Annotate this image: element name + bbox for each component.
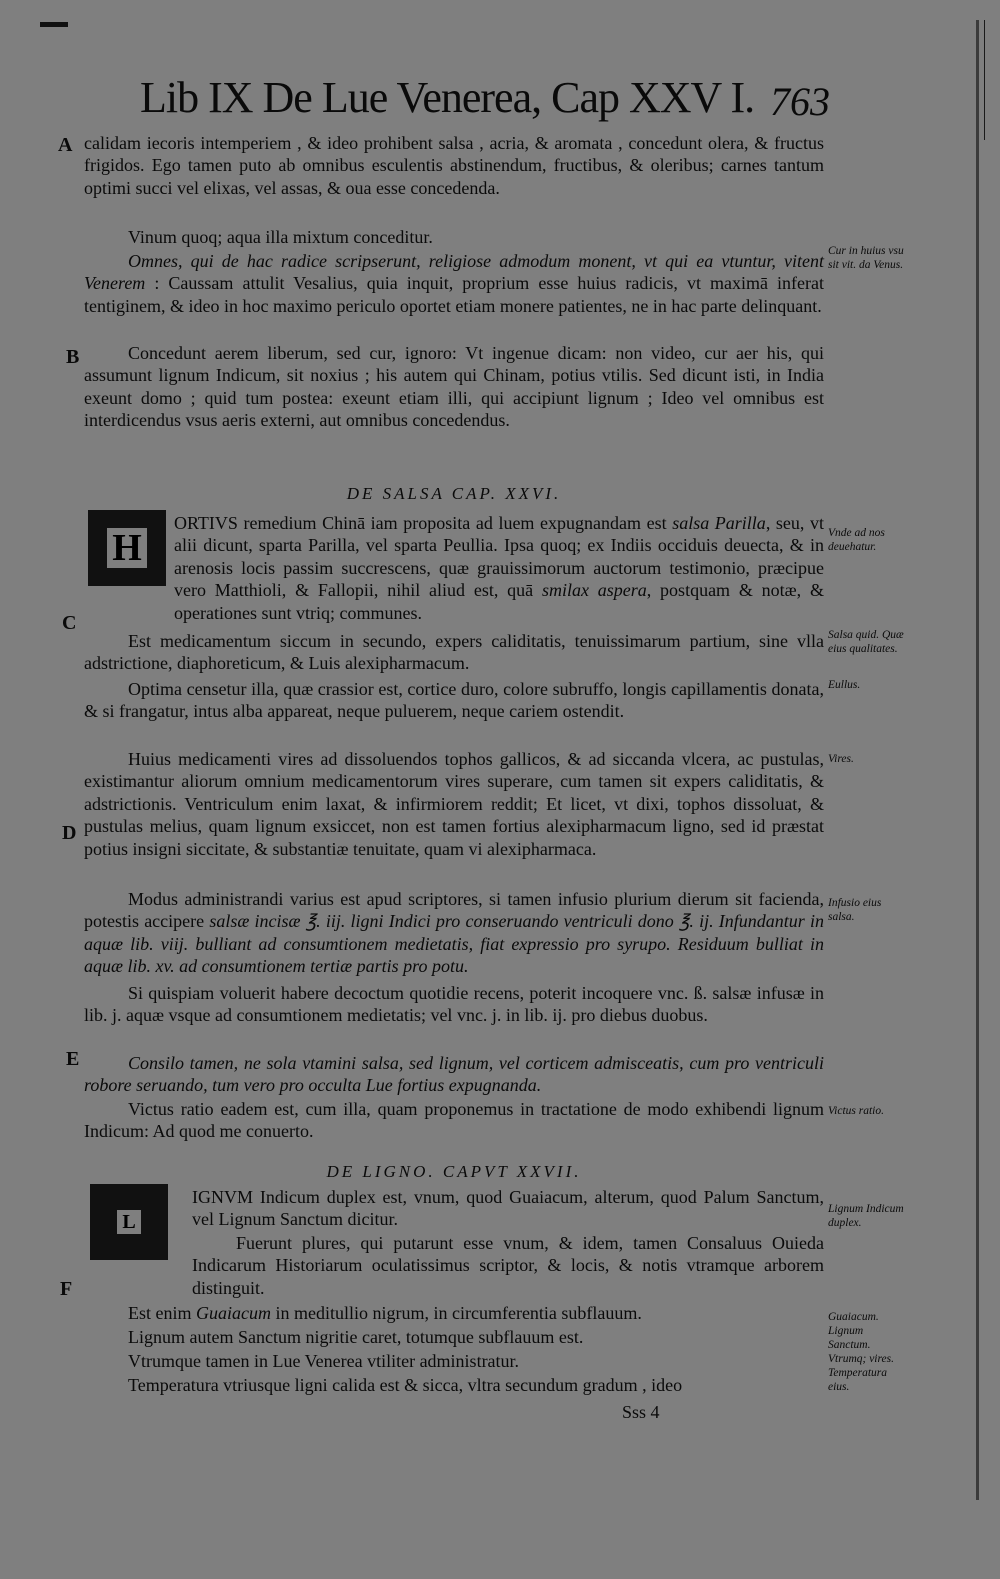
chapter-26-paragraph-1: calidam iecoris intemperiem , & ideo prohibent salsa , acria, & aromata , concedunt olera, & fructus frigidos. Ego tamen puto ab omnibus esculentis abstinendum, fructibus, & oleribus; carnes tantum optimi succi vel elixas, vel assas, & oua esse concedenda. <box>84 133 824 198</box>
chapter-heading-salsa: DE SALSA CAP. XXVI. <box>346 484 562 503</box>
marginal-note: Cur in huius vsu sit vit. da Venus. <box>828 245 904 271</box>
italic-text: Guaiacum <box>196 1303 271 1323</box>
italic-text: salsæ incisæ ℥. iij. ligni Indici pro conseruando ventriculi dono ℥. ij. Infundantur in aquæ lib. viij. bulliant ad consumtionem medietatis, fiat expressio pro syrupo. Residuum bulliat in aquæ lib. xv. ad consumtionem tertiæ partis pro potu. <box>84 911 824 977</box>
chapter-heading-ligno: DE LIGNO. CAPVT XXVII. <box>326 1162 582 1181</box>
ligno-paragraph-2: Fuerunt plures, qui putarunt esse vnum, & idem, tamen Consaluus Ouieda Indicarum Historiarum oculatissimus scriptor, & locis, & notis vtramque arborem distinguit. <box>192 1233 824 1298</box>
marginal-note: Infusio eius salsa. <box>828 897 882 923</box>
section-letter-d: D <box>62 822 77 844</box>
marginal-note: Victus ratio. <box>828 1105 885 1117</box>
ligno-paragraph-3 <box>84 1302 824 1324</box>
marginal-note: Lignum Indicum duplex. <box>828 1203 904 1229</box>
italic-text: salsa Parilla <box>672 513 766 533</box>
text-run: , seu, vt alii dicunt, sparta Parilla, vel sparta Peullia. Ipsa quoq; ex Indiis occiduis deuecta, & in arenosis locis passim succrescens, quæ grauissimorum auctorum testimonio, præcipue vero Matthioli, & Fallopii, nihil aliud est, quā <box>174 513 825 601</box>
text-run: , postquam & notæ, & operationes sunt vtriq; communes. <box>174 580 824 623</box>
ligno-paragraph-4: Lignum autem Sanctum nigritie caret, totumque subflauum est. <box>128 1327 584 1347</box>
ligno-paragraph-1: IGNVM Indicum duplex est, vnum, quod Guaiacum, alterum, quod Palum Sanctum, vel Lignum Sanctum dicitur. <box>192 1187 824 1230</box>
signature-mark: Sss 4 <box>622 1402 660 1422</box>
section-letter-b: B <box>66 346 80 368</box>
salsa-paragraph-3: Optima censetur illa, quæ crassior est, cortice duro, colore subruffo, longis capillamentis donata, & si frangatur, intus alba appareat, neque puluerem, neque cariem ostendit. <box>84 679 824 722</box>
salsa-paragraph-4: Huius medicamenti vires ad dissoluendos tophos gallicos, & ad siccanda vlcera, ac pustulas, existimantur aliorum omnium medicamentorum vires superare, cum tamen sit expers caliditatis, & adstrictionis. Ventriculum enim laxat, & infirmiorem reddit; Et licet, vt dixi, tophos dissoluat, & pustulas melius, quam lignum exsiccet, non est tamen fortius alexipharmacum ligno, sed id præstat potius insigni siccitate, & substantiæ tenuitate, quam vi alexipharmaca. <box>84 749 824 859</box>
page-edge-rule <box>976 20 979 1500</box>
text-run: : Caussam attulit Vesalius, quia inquit, proprium esse huius radicis, vt maximā inferat tentiginem, & ideo in hoc maximo periculo oportet etiam monere patientes, ne in hac parte delinquant. <box>84 273 824 316</box>
section-letter-c: C <box>62 612 77 634</box>
decorated-initial-h <box>88 510 166 586</box>
salsa-paragraph-7: Consilo tamen, ne sola vtamini salsa, sed lignum, vel corticem admisceatis, cum pro ventriculi robore seruando, tum vero pro occulta Lue fortius expugnanda. <box>84 1053 824 1096</box>
salsa-paragraph-2: Est medicamentum siccum in secundo, expers caliditatis, tenuissimarum partium, sine vlla adstrictione, diaphoreticum, & Luis alexipharmacum. <box>84 631 824 674</box>
section-letter-e: E <box>66 1048 80 1070</box>
folio-number: 763 <box>770 79 830 124</box>
marginal-note: Guaiacum. Lignum Sanctum. Vtrumq; vires. Temperatura eius. <box>828 1311 895 1393</box>
salsa-paragraph-5 <box>84 888 824 978</box>
decorated-initial-l <box>90 1184 168 1260</box>
salsa-paragraph-6: Si quispiam voluerit habere decoctum quotidie recens, poterit incoquere vnc. ß. salsæ infusæ in lib. j. aquæ vsque ad consumtionem medietatis; vel vnc. j. in lib. ij. pro diebus duobus. <box>84 983 824 1026</box>
marginal-note: Eullus. <box>828 679 861 691</box>
chapter-26-paragraph-4: Concedunt aerem liberum, sed cur, ignoro: Vt ingenue dicam: non video, cur aer his, qui assumunt lignum Indicum, sit noxius ; his autem qui Chinam, potius vtilis. Sed dicunt isti, in India exeunt domo ; quid tum postea: exeunt etiam illi, qui accipiunt lignum ; Ideo vel omnibus est interdicendus vsus aeris externi, aut omnibus concedendus. <box>84 343 824 431</box>
ligno-paragraph-6: Temperatura vtriusque ligni calida est & sicca, vltra secundum gradum , ideo <box>128 1375 683 1395</box>
salsa-paragraph-1-lead <box>174 512 824 624</box>
salsa-paragraph-8: Victus ratio eadem est, cum illa, quam proponemus in tractatione de modo exhibendi lignum Indicum: Ad quod me conuerto. <box>84 1099 824 1142</box>
marginal-note: Vires. <box>828 753 854 765</box>
text-run: Est enim <box>128 1303 196 1323</box>
initial-letter: H <box>107 528 147 568</box>
text-run: ORTIVS remedium Chinā iam proposita ad luem expugnandam est <box>174 513 673 533</box>
text-run: Modus administrandi varius est apud scriptores, si tamen infusio plurium dierum sit facienda, potestis accipere <box>84 889 824 932</box>
chapter-26-paragraph-2: Vinum quoq; aqua illa mixtum conceditur. <box>128 227 433 247</box>
italic-text: smilax aspera <box>541 580 647 601</box>
initial-letter: L <box>117 1210 141 1234</box>
chapter-26-paragraph-3 <box>84 250 824 317</box>
text-run: in meditullio nigrum, in circumferentia subflauum. <box>271 1303 642 1323</box>
print-mark <box>40 22 68 27</box>
ligno-paragraph-5: Vtrumque tamen in Lue Venerea vtiliter administratur. <box>128 1351 520 1371</box>
marginal-note: Vnde ad nos deuehatur. <box>828 527 885 553</box>
section-letter-f: F <box>60 1278 73 1300</box>
italic-text: Omnes, qui de hac radice scripserunt, religiose admodum monent, vt qui ea vtuntur, vitent Venerem <box>84 251 824 294</box>
page-edge-rule-thin <box>984 20 985 140</box>
running-title: Lib IX De Lue Venerea, Cap XXV I. <box>140 73 755 122</box>
section-letter-a: A <box>58 134 73 156</box>
marginal-note: Salsa quid. Quæ eius qualitates. <box>828 629 904 655</box>
